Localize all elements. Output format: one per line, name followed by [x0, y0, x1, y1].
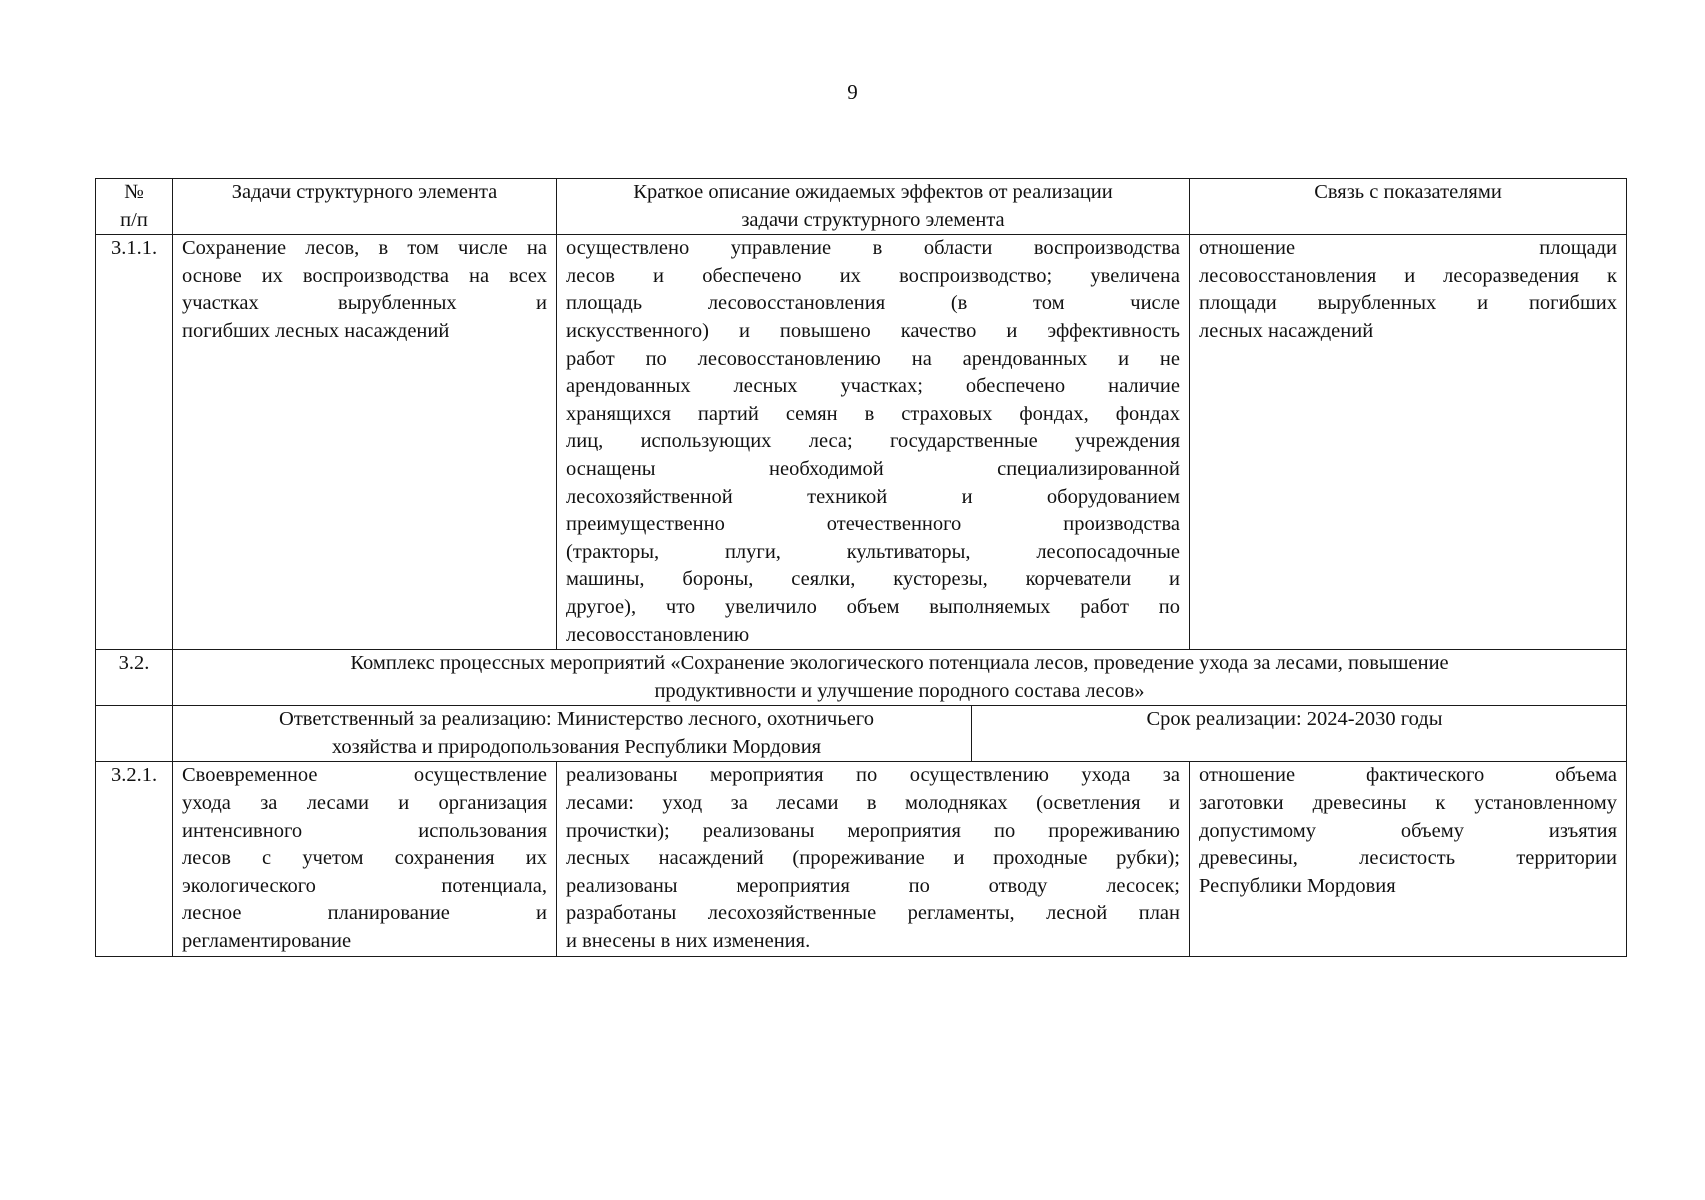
- task-line: экологического потенциала,: [182, 874, 547, 897]
- effect-line: реализованы мероприятия по отводу лесосек;: [566, 874, 1180, 897]
- header-effects: [557, 179, 1190, 235]
- table-row-3-2-1: [96, 762, 1627, 956]
- task-line: погибших лесных насаждений: [182, 319, 450, 342]
- task-line: лесное планирование и: [182, 902, 547, 925]
- header-tasks-label: Задачи структурного элемента: [231, 181, 498, 203]
- row-number: 3.2.1.: [96, 762, 173, 956]
- term-block: [972, 706, 1617, 761]
- header-number: [96, 179, 173, 235]
- header-tasks: [173, 179, 557, 235]
- header-effects-line1: Краткое описание ожидаемых эффектов от реализации: [633, 181, 1113, 203]
- effect-line: реализованы мероприятия по осуществлению ухода за: [566, 764, 1180, 787]
- table-header-row: [96, 179, 1627, 235]
- effect-line: осуществлено управление в области воспроизводства: [566, 237, 1180, 260]
- effect-line: лесов и обеспечено их воспроизводство; увеличена: [566, 264, 1180, 287]
- tasks-table: [95, 178, 1627, 957]
- effect-line: хранящихся партий семян в страховых фондах, фондах: [566, 402, 1180, 425]
- task-line: лесов с учетом сохранения их: [182, 847, 547, 870]
- task-line: интенсивного использования: [182, 819, 547, 842]
- effect-line: преимущественно отечественного производства: [566, 513, 1180, 536]
- effect-line: другое), что увеличило объем выполняемых работ по: [566, 595, 1180, 618]
- header-effects-line2: задачи структурного элемента: [741, 208, 1005, 231]
- table-row-3-2: [96, 650, 1627, 706]
- page-number: 9: [847, 80, 858, 104]
- effect-line: лесных насаждений (прореживание и проходные рубки);: [566, 847, 1180, 870]
- task-line: основе их воспроизводства на всех: [182, 264, 547, 287]
- effect-line: лиц, использующих леса; государственные учреждения: [566, 430, 1180, 453]
- row-number: 3.1.1.: [96, 235, 173, 650]
- effect-line: лесовосстановлению: [566, 623, 750, 646]
- effect-line: искусственного) и повышено качество и эффективность: [566, 319, 1180, 342]
- header-number-line2: п/п: [120, 208, 148, 231]
- responsible-line1: Ответственный за реализацию: Министерство лесного, охотничьего: [279, 708, 874, 731]
- effect-cell: [557, 235, 1190, 650]
- indicator-cell: [1190, 235, 1627, 650]
- indicator-line: лесных насаждений: [1199, 319, 1374, 342]
- effect-line: работ по лесовосстановлению на арендованных и не: [566, 347, 1180, 370]
- effect-line: площадь лесовосстановления (в том числе: [566, 292, 1180, 315]
- header-indicators-label: Связь с показателями: [1314, 181, 1502, 203]
- table-row-3-1-1: [96, 235, 1627, 650]
- effect-line: и внесены в них изменения.: [566, 930, 811, 953]
- responsible-term-wrap: [182, 706, 1617, 761]
- indicator-line: отношение площади: [1199, 237, 1617, 260]
- task-cell: [173, 235, 557, 650]
- task-line: Сохранение лесов, в том числе на: [182, 237, 547, 260]
- header-number-line1: №: [124, 181, 144, 203]
- indicator-line: лесовосстановления и лесоразведения к: [1199, 264, 1617, 287]
- effect-line: разработаны лесохозяйственные регламенты, лесной план: [566, 902, 1180, 925]
- task-line: ухода за лесами и организация: [182, 792, 547, 815]
- complex-title-line2: продуктивности и улучшение породного состава лесов»: [654, 679, 1145, 702]
- complex-title-cell: [173, 650, 1627, 706]
- effect-line: прочистки); реализованы мероприятия по прореживанию: [566, 819, 1180, 842]
- effect-line: (тракторы, плуги, культиваторы, лесопосадочные: [566, 540, 1180, 563]
- effect-line: лесохозяйственной техникой и оборудованием: [566, 485, 1180, 508]
- indicator-line: допустимому объему изъятия: [1199, 819, 1617, 842]
- effect-line: оснащены необходимой специализированной: [566, 457, 1180, 480]
- effect-line: машины, бороны, сеялки, кусторезы, корчеватели и: [566, 568, 1180, 591]
- empty-number-cell: [96, 706, 173, 762]
- responsible-line2: хозяйства и природопользования Республики Мордовия: [331, 735, 822, 758]
- task-line: Своевременное осуществление: [182, 764, 547, 787]
- indicator-cell: [1190, 762, 1627, 956]
- task-cell: [173, 762, 557, 956]
- effect-cell: [557, 762, 1190, 956]
- task-line: участках вырубленных и: [182, 292, 547, 315]
- indicator-line: отношение фактического объема: [1199, 764, 1617, 787]
- task-line: регламентирование: [182, 930, 352, 953]
- responsible-block: [182, 706, 972, 761]
- indicator-line: древесины, лесистость территории: [1199, 847, 1617, 870]
- indicator-line: площади вырубленных и погибших: [1199, 292, 1617, 315]
- complex-title-line1: Комплекс процессных мероприятий «Сохранение экологического потенциала лесов, проведение ухода за лесами, повышение: [350, 652, 1449, 675]
- effect-line: лесами: уход за лесами в молодняках (осветления и: [566, 792, 1180, 815]
- indicator-line: заготовки древесины к установленному: [1199, 792, 1617, 815]
- table-row-responsible: [96, 706, 1627, 762]
- effect-line: арендованных лесных участках; обеспечено наличие: [566, 375, 1180, 398]
- indicator-line: Республики Мордовия: [1199, 874, 1396, 897]
- responsible-term-cell: [173, 706, 1627, 762]
- header-indicators: [1190, 179, 1627, 235]
- term-text: Срок реализации: 2024-2030 годы: [1146, 708, 1443, 731]
- row-number: 3.2.: [96, 650, 173, 706]
